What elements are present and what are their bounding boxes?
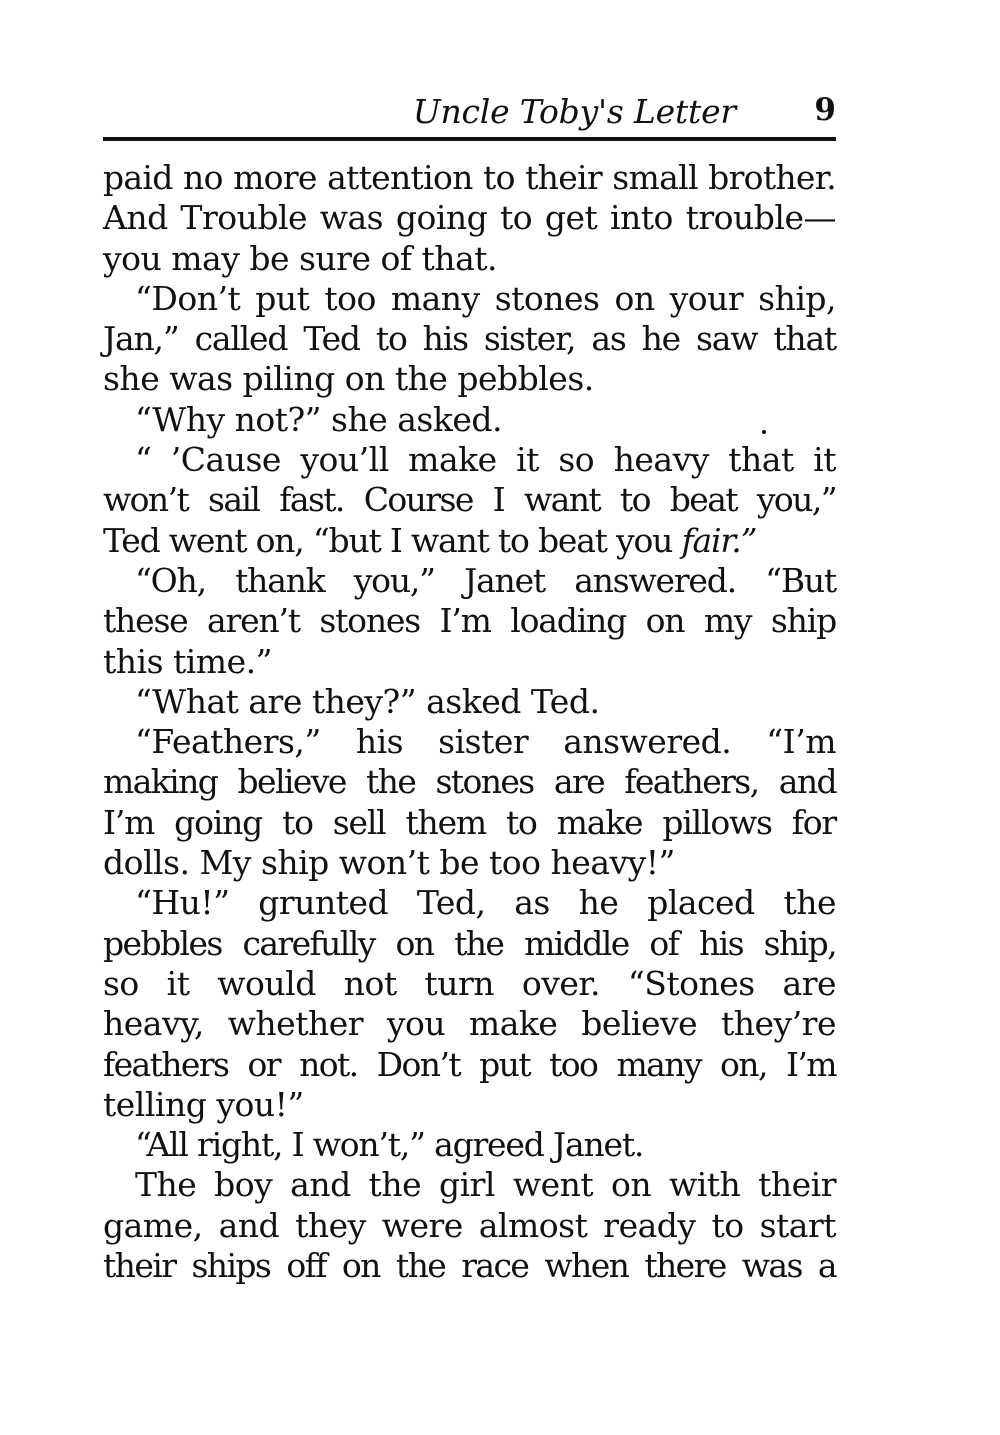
text-line: “Oh, thank you,” Janet answered. “But <box>135 560 836 600</box>
text-line: “What are they?” asked Ted. <box>135 681 600 721</box>
running-head <box>103 88 836 136</box>
text-line: so it would not turn over. “Stones are <box>103 963 836 1003</box>
text-line: “Don’t put too many stones on your ship, <box>135 278 836 318</box>
text-line: she was piling on the pebbles. <box>103 359 594 399</box>
text-line: dolls. My ship won’t be too heavy!” <box>103 843 675 883</box>
text-line: making believe the stones are feathers, and <box>103 762 836 802</box>
text-line: The boy and the girl went on with their <box>135 1165 836 1205</box>
text-line: feathers or not. Don’t put too many on, I’m <box>103 1044 836 1084</box>
text-line: their ships off on the race when there was a <box>103 1246 836 1286</box>
ink-speck <box>762 430 766 434</box>
emphasized-word: fair.” <box>681 520 757 560</box>
text-line-start: Ted went on, “but I want to beat you <box>103 520 682 560</box>
text-line: “ ’Cause you’ll make it so heavy that it <box>135 440 836 480</box>
running-title: Uncle Toby's Letter <box>412 92 736 131</box>
body-text <box>103 158 836 1286</box>
text-line: this time.” <box>103 641 272 681</box>
text-line: I’m going to sell them to make pillows for <box>103 802 836 842</box>
text-line: Jan,” called Ted to his sister, as he saw that <box>103 319 836 359</box>
text-line: game, and they were almost ready to start <box>103 1205 836 1245</box>
text-line: pebbles carefully on the middle of his ship, <box>103 923 836 963</box>
page-number: 9 <box>814 92 836 128</box>
text-line: won’t sail fast. Course I want to beat you,” <box>103 480 836 520</box>
text-line: these aren’t stones I’m loading on my ship <box>103 601 836 641</box>
text-line: paid no more attention to their small brother. <box>103 158 836 197</box>
text-line: “All right, I won’t,” agreed Janet. <box>135 1125 644 1165</box>
text-line: “Why not?” she asked. <box>135 399 502 439</box>
text-line: And Trouble was going to get into trouble— <box>103 198 836 238</box>
text-line <box>103 521 836 561</box>
text-line: “Feathers,” his sister answered. “I’m <box>135 722 836 762</box>
text-line: you may be sure of that. <box>103 238 497 278</box>
header-rule <box>103 137 836 141</box>
text-line: “Hu!” grunted Ted, as he placed the <box>135 883 836 923</box>
text-line: heavy, whether you make believe they’re <box>103 1004 836 1044</box>
text-line: telling you!” <box>103 1084 304 1124</box>
